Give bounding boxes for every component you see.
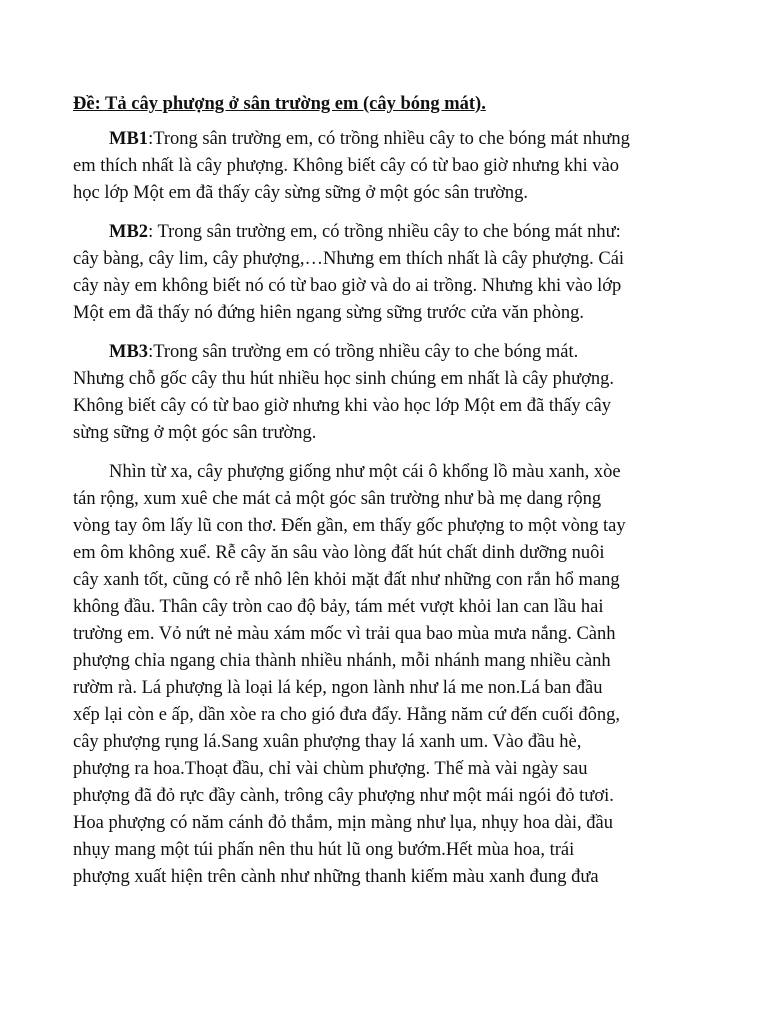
paragraph-line: phượng ra hoa.Thoạt đầu, chỉ vài chùm phượng. Thế mà vài ngày sau — [73, 759, 588, 779]
mb3-text: :Trong sân trường em có trồng nhiều cây to che bóng mát. — [148, 342, 579, 362]
paragraph-mb3 — [73, 339, 691, 447]
paragraph-line — [73, 339, 691, 366]
paragraph-line: sừng sững ở một góc sân trường. — [73, 423, 317, 443]
paragraph-line: nhụy mang một túi phấn nên thu hút lũ ong bướm.Hết mùa hoa, trái — [73, 840, 575, 860]
mb2-text: : Trong sân trường em, có trồng nhiều cây to che bóng mát như: — [148, 222, 621, 242]
paragraph-line: Nhìn từ xa, cây phượng giống như một cái ô khổng lồ màu xanh, xòe — [109, 462, 621, 482]
paragraph-line: vòng tay ôm lấy lũ con thơ. Đến gần, em thấy gốc phượng to một vòng tay — [73, 516, 626, 536]
paragraph-line: tán rộng, xum xuê che mát cả một góc sân trường như bà mẹ dang rộng — [73, 489, 602, 509]
paragraph-line: Không biết cây có từ bao giờ nhưng khi vào học lớp Một em đã thấy cây — [73, 396, 611, 416]
paragraph-line: cây bàng, cây lim, cây phượng,…Nhưng em thích nhất là cây phượng. Cái — [73, 249, 625, 269]
paragraph-line: Nhưng chỗ gốc cây thu hút nhiều học sinh chúng em nhất là cây phượng. — [73, 369, 615, 389]
paragraph-line: cây xanh tốt, cũng có rễ nhô lên khỏi mặt đất như những con rắn hổ mang — [73, 570, 620, 590]
paragraph-line: cây phượng rụng lá.Sang xuân phượng thay lá xanh um. Vào đầu hè, — [73, 732, 582, 752]
mb3-label: MB3 — [109, 342, 149, 362]
paragraph-line: học lớp Một em đã thấy cây sừng sững ở một góc sân trường. — [73, 183, 529, 203]
paragraph-line: em ôm không xuể. Rễ cây ăn sâu vào lòng đất hút chất dinh dưỡng nuôi — [73, 543, 605, 563]
mb2-label: MB2 — [109, 222, 149, 242]
paragraph-line: em thích nhất là cây phượng. Không biết cây có từ bao giờ nhưng khi vào — [73, 156, 619, 176]
paragraph-line: trường em. Vỏ nứt nẻ màu xám mốc vì trải qua bao mùa mưa nắng. Cành — [73, 624, 616, 644]
paragraph-mb2 — [73, 219, 691, 327]
paragraph-line: rườm rà. Lá phượng là loại lá kép, ngon lành như lá me non.Lá ban đầu — [73, 678, 603, 698]
paragraph-line: Một em đã thấy nó đứng hiên ngang sừng sững trước cửa văn phòng. — [73, 303, 585, 323]
paragraph-line: Hoa phượng có năm cánh đỏ thắm, mịn màng như lụa, nhụy hoa dài, đầu — [73, 813, 614, 833]
paragraph-body — [73, 459, 691, 891]
paragraph-line: không đầu. Thân cây tròn cao độ bảy, tám mét vượt khỏi lan can lầu hai — [73, 597, 604, 617]
paragraph-mb1 — [73, 126, 691, 207]
paragraph-line: xếp lại còn e ấp, dần xòe ra cho gió đưa đẩy. Hằng năm cứ đến cuối đông, — [73, 705, 620, 725]
paragraph-line — [73, 219, 691, 246]
paragraph-line: phượng đã đỏ rực đầy cành, trông cây phượng như một mái ngói đỏ tươi. — [73, 786, 614, 806]
mb1-label: MB1 — [109, 129, 149, 149]
paragraph-line — [73, 126, 691, 153]
document-page — [73, 92, 691, 903]
mb1-text: :Trong sân trường em, có trồng nhiều cây to che bóng mát nhưng — [148, 129, 630, 149]
paragraph-line: phượng xuất hiện trên cành như những thanh kiếm màu xanh đung đưa — [73, 867, 599, 887]
paragraph-line: cây này em không biết nó có từ bao giờ và do ai trồng. Nhưng khi vào lớp — [73, 276, 622, 296]
paragraph-line: phượng chỉa ngang chia thành nhiều nhánh, mỗi nhánh mang nhiều cành — [73, 651, 611, 671]
document-title: Đề: Tả cây phượng ở sân trường em (cây bóng mát). — [73, 94, 486, 114]
